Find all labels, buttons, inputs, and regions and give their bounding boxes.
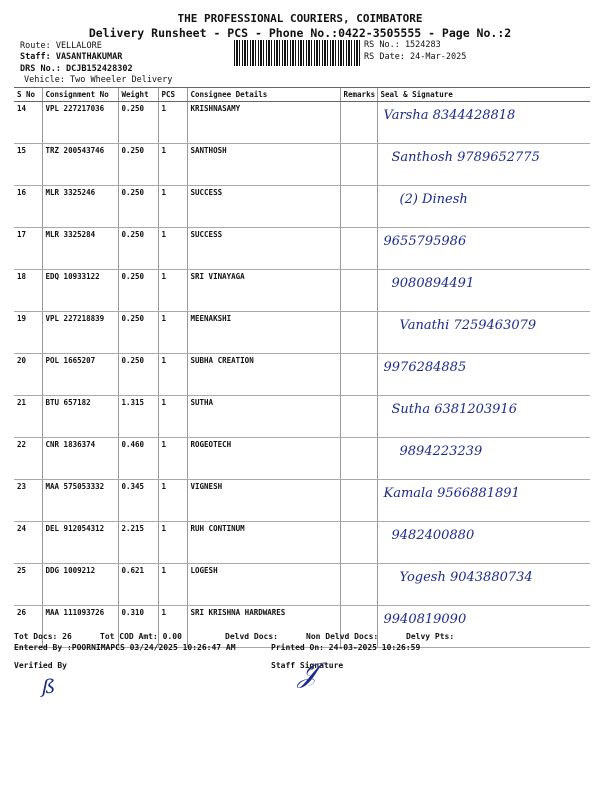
seal-signature-cell [377, 312, 590, 354]
remarks [340, 480, 377, 522]
weight: 0.250 [118, 228, 158, 270]
col-pcs: PCS [158, 88, 187, 102]
company-title: THE PROFESSIONAL COURIERS, COIMBATORE [177, 12, 423, 25]
handwritten-signature: 9940819090 [383, 612, 467, 627]
seal-signature-cell [377, 606, 590, 648]
table-row [14, 270, 590, 312]
col-sno: S No [14, 88, 42, 102]
seal-signature-cell [377, 564, 590, 606]
consignment-number: CNR 1836374 [42, 438, 118, 480]
pieces: 1 [158, 354, 187, 396]
handwritten-signature: 9655795986 [383, 234, 467, 249]
entered-by: Entered By :POORNIMAPCS 03/24/2025 10:26:47 AM [14, 643, 236, 652]
remarks [340, 270, 377, 312]
verified-by-label: Verified By [14, 661, 67, 670]
table-row [14, 480, 590, 522]
serial-number: 25 [14, 564, 42, 606]
pieces: 1 [158, 522, 187, 564]
seal-signature-cell [377, 186, 590, 228]
staff: Staff: VASANTHAKUMAR [20, 52, 123, 62]
consignee-name: LOGESH [187, 564, 340, 606]
remarks [340, 438, 377, 480]
consignee-name: SRI KRISHNA HARDWARES [187, 606, 340, 648]
weight: 0.250 [118, 270, 158, 312]
weight: 0.250 [118, 312, 158, 354]
consignee-name: SUCCESS [187, 186, 340, 228]
weight: 0.460 [118, 438, 158, 480]
weight: 0.250 [118, 144, 158, 186]
pieces: 1 [158, 480, 187, 522]
table-row [14, 522, 590, 564]
handwritten-signature: (2) Dinesh [399, 192, 468, 207]
delivered-docs: Delvd Docs: [225, 632, 278, 641]
seal-signature-cell [377, 522, 590, 564]
col-weight: Weight [118, 88, 158, 102]
handwritten-signature: 9482400880 [391, 528, 475, 543]
handwritten-signature: Yogesh 9043880734 [399, 570, 533, 585]
delivery-points: Delvy Pts: [406, 632, 455, 641]
remarks [340, 102, 377, 144]
serial-number: 19 [14, 312, 42, 354]
serial-number: 26 [14, 606, 42, 648]
serial-number: 15 [14, 144, 42, 186]
total-cod: Tot COD Amt: 0.00 [100, 632, 182, 641]
table-row [14, 396, 590, 438]
remarks [340, 522, 377, 564]
barcode [234, 40, 362, 66]
consignment-number: VPL 227218839 [42, 312, 118, 354]
serial-number: 20 [14, 354, 42, 396]
table-row [14, 312, 590, 354]
seal-signature-cell [377, 144, 590, 186]
handwritten-signature: Vanathi 7259463079 [399, 318, 537, 333]
handwritten-signature: Sutha 6381203916 [391, 402, 517, 417]
seal-signature-cell [377, 396, 590, 438]
consignee-name: SUCCESS [187, 228, 340, 270]
table-row [14, 144, 590, 186]
consignment-number: DEL 912054312 [42, 522, 118, 564]
weight: 0.345 [118, 480, 158, 522]
serial-number: 24 [14, 522, 42, 564]
seal-signature-cell [377, 438, 590, 480]
consignee-name: SRI VINAYAGA [187, 270, 340, 312]
seal-signature-cell [377, 270, 590, 312]
consignee-name: SANTHOSH [187, 144, 340, 186]
weight: 0.250 [118, 102, 158, 144]
printed-on: Printed On: 24-03-2025 10:26:59 [271, 643, 421, 652]
pieces: 1 [158, 228, 187, 270]
consignee-name: ROGEOTECH [187, 438, 340, 480]
weight: 0.621 [118, 564, 158, 606]
table-row [14, 606, 590, 648]
consignment-number: MLR 3325246 [42, 186, 118, 228]
remarks [340, 396, 377, 438]
consignee-name: SUBHA CREATION [187, 354, 340, 396]
col-consignee: Consignee Details [187, 88, 340, 102]
table-row [14, 228, 590, 270]
serial-number: 17 [14, 228, 42, 270]
weight: 2.215 [118, 522, 158, 564]
pieces: 1 [158, 396, 187, 438]
consignment-number: POL 1665207 [42, 354, 118, 396]
remarks [340, 228, 377, 270]
seal-signature-cell [377, 480, 590, 522]
consignment-number: TRZ 200543746 [42, 144, 118, 186]
serial-number: 14 [14, 102, 42, 144]
table-row [14, 186, 590, 228]
remarks [340, 606, 377, 648]
runsheet-title: Delivery Runsheet - PCS - Phone No.:0422-3505555 - Page No.:2 [88, 26, 512, 40]
remarks [340, 354, 377, 396]
consignee-name: RUH CONTINUM [187, 522, 340, 564]
weight: 1.315 [118, 396, 158, 438]
remarks [340, 564, 377, 606]
runsheet-table [14, 87, 590, 648]
weight: 0.250 [118, 186, 158, 228]
weight: 0.250 [118, 354, 158, 396]
remarks [340, 312, 377, 354]
pieces: 1 [158, 312, 187, 354]
vehicle: Vehicle: Two Wheeler Delivery [24, 75, 173, 85]
weight: 0.310 [118, 606, 158, 648]
pieces: 1 [158, 144, 187, 186]
consignment-number: VPL 227217036 [42, 102, 118, 144]
pieces: 1 [158, 606, 187, 648]
table-row [14, 438, 590, 480]
handwritten-signature: Kamala 9566881891 [383, 486, 520, 501]
consignment-number: MLR 3325284 [42, 228, 118, 270]
serial-number: 21 [14, 396, 42, 438]
route: Route: VELLALORE [20, 41, 102, 51]
table-header [14, 88, 590, 102]
staff-signature: 𝒥 [298, 656, 318, 689]
non-delivered-docs: Non Delvd Docs: [306, 632, 379, 641]
rs-date: RS Date: 24-Mar-2025 [364, 52, 467, 62]
table-row [14, 354, 590, 396]
consignment-number: MAA 575053332 [42, 480, 118, 522]
pieces: 1 [158, 102, 187, 144]
table-row [14, 102, 590, 144]
consignment-number: MAA 111093726 [42, 606, 118, 648]
consignee-name: SUTHA [187, 396, 340, 438]
pieces: 1 [158, 186, 187, 228]
drs-number: DRS No.: DCJB152428302 [20, 64, 133, 74]
staff-signature-label: Staff Signature [271, 661, 344, 670]
pieces: 1 [158, 270, 187, 312]
consignee-name: VIGNESH [187, 480, 340, 522]
pieces: 1 [158, 564, 187, 606]
serial-number: 16 [14, 186, 42, 228]
seal-signature-cell [377, 354, 590, 396]
serial-number: 22 [14, 438, 42, 480]
col-consignment: Consignment No [42, 88, 118, 102]
handwritten-signature: 9976284885 [383, 360, 467, 375]
consignment-number: BTU 657182 [42, 396, 118, 438]
total-docs: Tot Docs: 26 [14, 632, 72, 641]
verifier-signature: ß [42, 674, 56, 698]
consignee-name: KRISHNASAMY [187, 102, 340, 144]
pieces: 1 [158, 438, 187, 480]
seal-signature-cell [377, 228, 590, 270]
handwritten-signature: 9894223239 [399, 444, 483, 459]
col-seal-signature: Seal & Signature [377, 88, 590, 102]
serial-number: 18 [14, 270, 42, 312]
consignment-number: DDG 1009212 [42, 564, 118, 606]
consignment-number: EDQ 10933122 [42, 270, 118, 312]
handwritten-signature: Santhosh 9789652775 [391, 150, 540, 165]
handwritten-signature: Varsha 8344428818 [383, 108, 516, 123]
handwritten-signature: 9080894491 [391, 276, 475, 291]
remarks [340, 186, 377, 228]
table-row [14, 564, 590, 606]
serial-number: 23 [14, 480, 42, 522]
col-remarks: Remarks [340, 88, 377, 102]
remarks [340, 144, 377, 186]
seal-signature-cell [377, 102, 590, 144]
rs-number: RS No.: 1524283 [364, 40, 441, 50]
consignee-name: MEENAKSHI [187, 312, 340, 354]
